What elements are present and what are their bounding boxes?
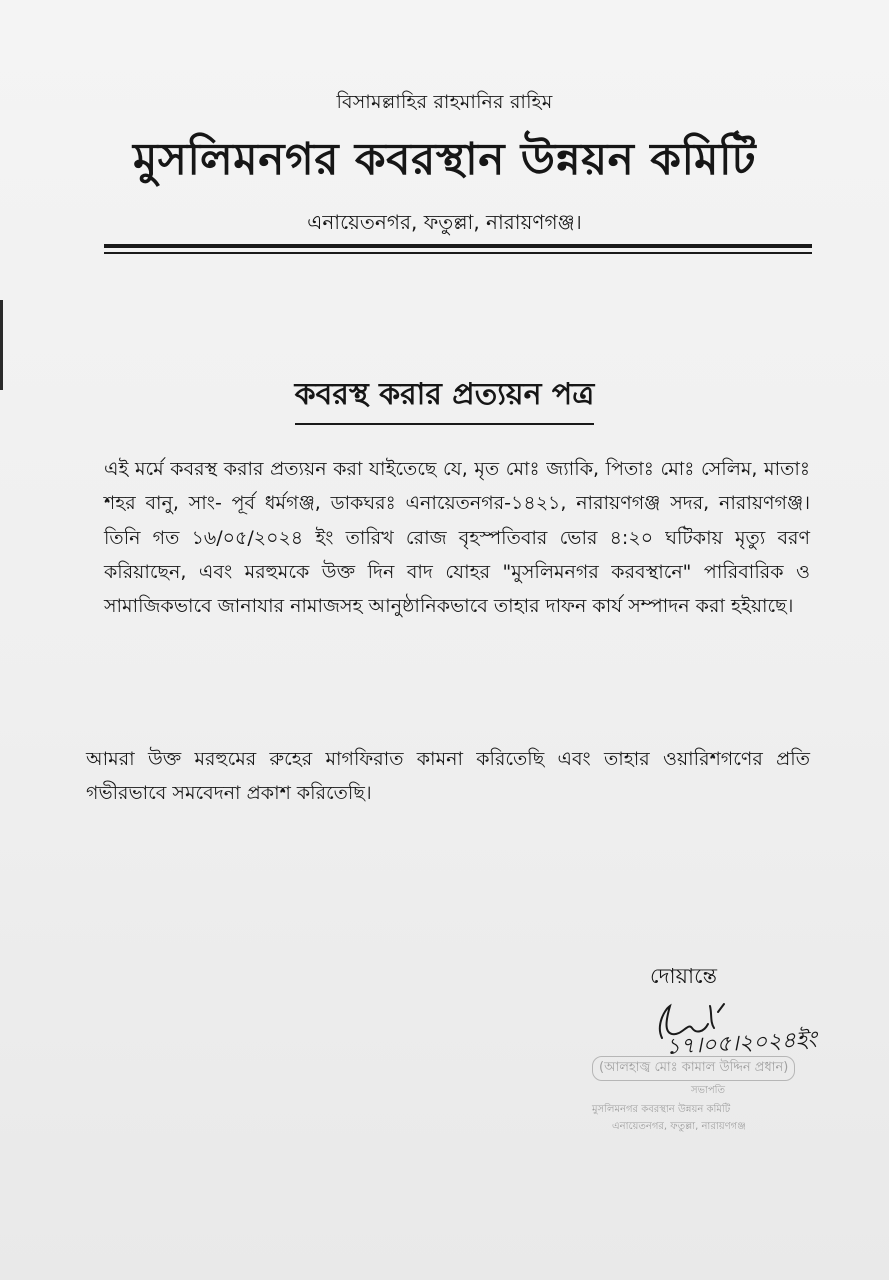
- header-divider-thick: [104, 244, 812, 248]
- signature-date: ১৭।০৫।২০২৪ইং: [665, 1027, 818, 1060]
- stamp-address: এনায়েতনগর, ফতুল্লা, নারায়ণগঞ্জ: [612, 1121, 746, 1132]
- stamp-name: (আলহাজ্ব মোঃ কামাল উদ্দিন প্রধান): [592, 1056, 795, 1081]
- bismillah-text: বিসামল্লাহির রাহমানির রাহিম: [336, 91, 553, 113]
- document-title: [0, 370, 889, 425]
- certificate-paragraph-2: আমরা উক্ত মরহুমের রুহের মাগফিরাত কামনা করিতেছি এবং তাহার ওয়ারিশগণের প্রতি গভীরভাবে সমবেদনা প্রকাশ করিতেছি।: [86, 748, 810, 805]
- stamp-role: সভাপতি: [690, 1085, 726, 1096]
- stamp-organization: মুসলিমনগর কবরস্থান উন্নয়ন কমিটি: [592, 1104, 731, 1115]
- organization-name: মুসলিমনগর কবরস্থান উন্নয়ন কমিটি: [132, 134, 757, 185]
- header-divider-thin: [104, 252, 812, 254]
- organization-address: এনায়েতনগর, ফতুল্লা, নারায়ণগঞ্জ।: [307, 210, 582, 234]
- document-title-text: কবরস্থ করার প্রত্যয়ন পত্র: [295, 370, 595, 425]
- closing-text: দোয়ান্তে: [650, 964, 718, 988]
- certificate-paragraph-1: এই মর্মে কবরস্থ করার প্রত্যয়ন করা যাইতেছে যে, মৃত মোঃ জ্যাকি, পিতাঃ মোঃ সেলিম, মাতাঃ শহর বানু, সাং- পূর্ব ধর্মগঞ্জ, ডাকঘরঃ এনায়েতনগর-১৪২১, নারায়ণগঞ্জ সদর, নারায়ণগঞ্জ। তিনি গত ১৬/০৫/২০২৪ ইং তারিখ রোজ বৃহস্পতিবার ভোর ৪:২০ ঘটিকায় মৃত্যু বরণ করিয়াছেন, এবং মরহুমকে উক্ত দিন বাদ যোহর "মুসলিমনগর করবস্থানে" পারিবারিক ও সামাজিকভাবে জানাযার নামাজসহ আনুষ্ঠানিকভাবে তাহার দাফন কার্য সম্পাদন করা হইয়াছে।: [104, 458, 810, 618]
- official-stamp: [592, 1056, 824, 1148]
